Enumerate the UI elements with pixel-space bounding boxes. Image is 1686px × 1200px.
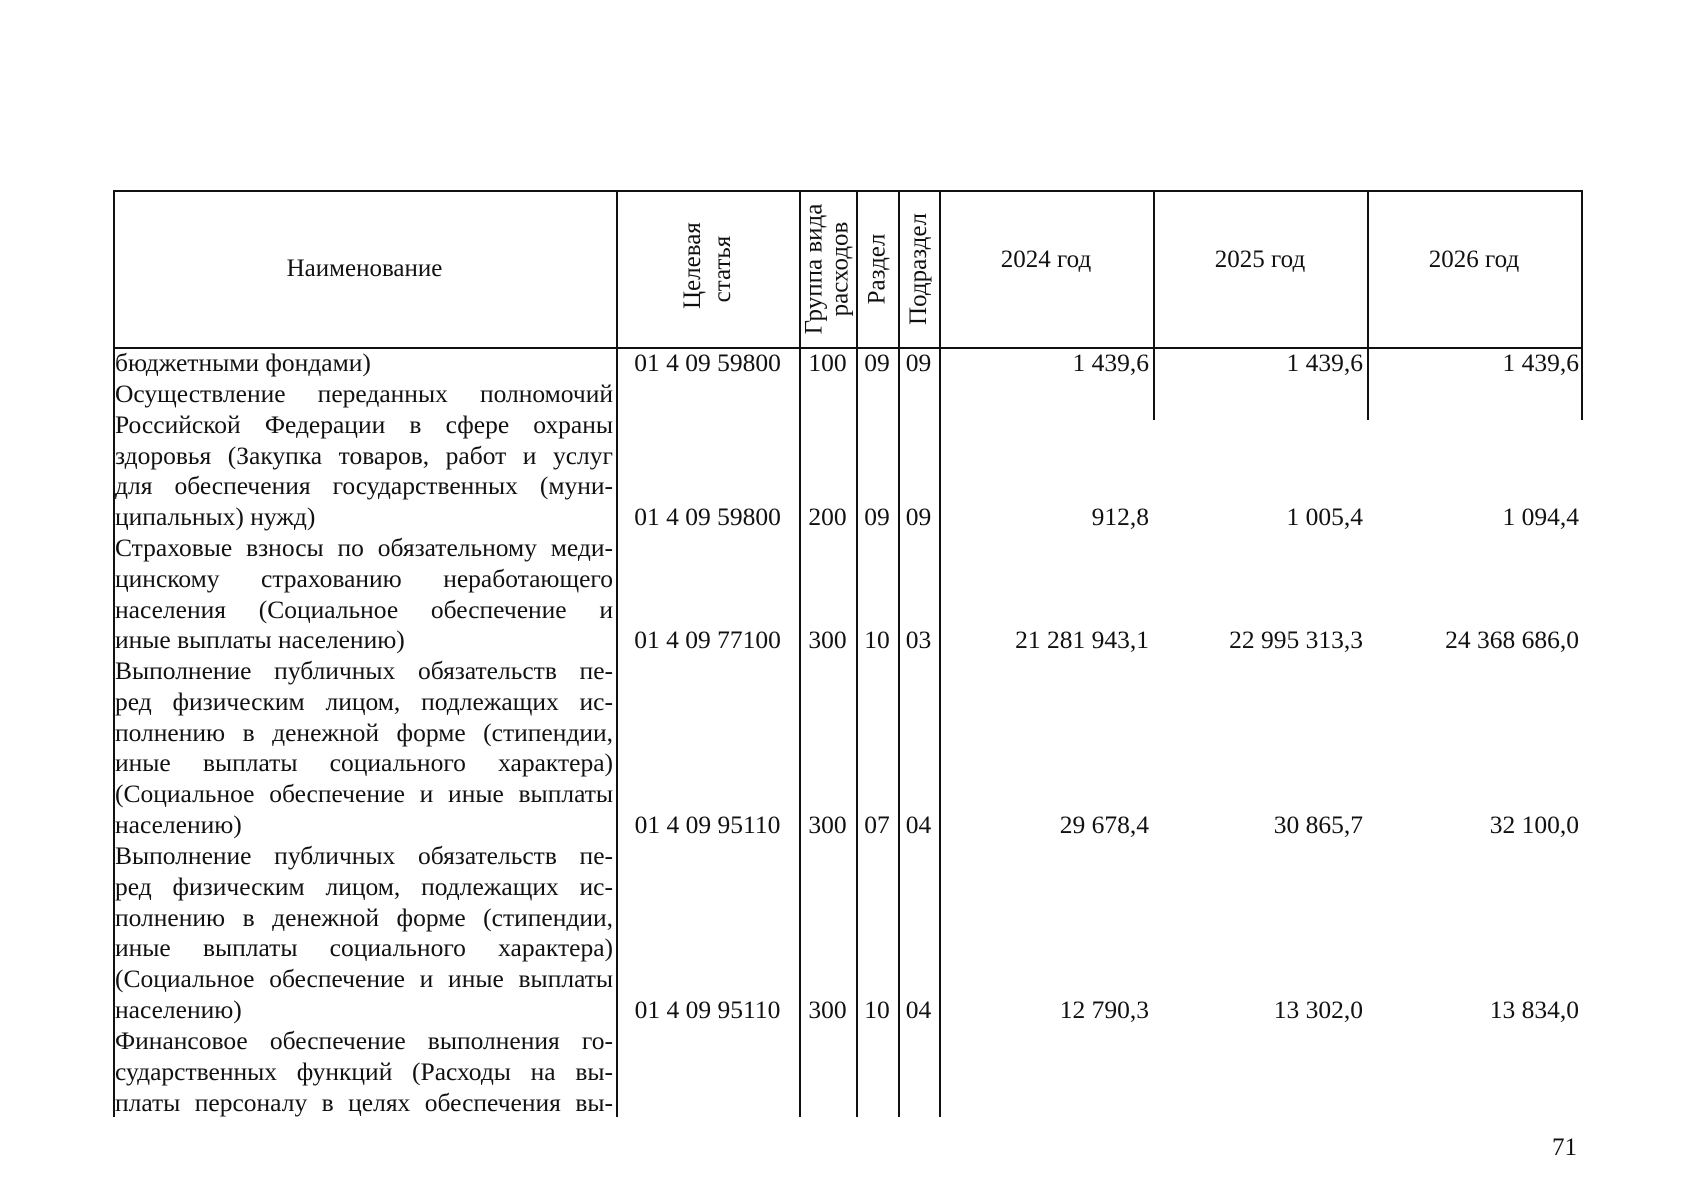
row-6-name-line-1: Финансовое обеспечение выполнения го- [115, 1026, 613, 1055]
row-2-name-line-1: Осуществление переданных полномочий [115, 379, 613, 408]
row-1-v2025: 1 439,6 [1286, 348, 1363, 377]
row-4-group: 300 [808, 810, 847, 839]
row-1-name-line-1: бюджетными фондами) [115, 348, 371, 377]
row-3-v2025: 22 995 313,3 [1229, 625, 1363, 654]
row-1-group: 100 [808, 348, 847, 377]
row-2-v2024: 912,8 [1091, 502, 1149, 531]
row-6-name [115, 1026, 613, 1117]
budget-table [113, 190, 1583, 1117]
row-2-group: 200 [808, 502, 847, 531]
row-3-article: 01 4 09 77100 [634, 625, 781, 654]
row-5-name-line-5: (Социальное обеспечение и иные выплаты [115, 964, 613, 994]
row-5-subsection: 04 [905, 995, 932, 1024]
row-6-name-line-3: платы персоналу в целях обеспечения вы- [115, 1087, 613, 1117]
row-3-subsection: 03 [905, 625, 932, 654]
header-target-article-label: Целевая статья [678, 222, 736, 309]
row-3-section: 10 [864, 625, 890, 654]
row-2-name-line-2: Российской Федерации в сфере охраны [115, 409, 613, 439]
row-4-section: 07 [864, 810, 890, 839]
row-5-v2025: 13 302,0 [1273, 995, 1363, 1024]
row-5-name-line-6: населению) [115, 994, 242, 1024]
row-2-subsection: 09 [905, 502, 932, 531]
row-4-v2024: 29 678,4 [1059, 810, 1149, 839]
header-year-2025-text: 2025 год [1214, 246, 1306, 273]
row-4-name [115, 656, 613, 841]
header-target-article [616, 190, 799, 348]
row-5-v2024: 12 790,3 [1059, 995, 1149, 1024]
header-section-text: Раздел [863, 233, 890, 305]
row-2-name-line-4: для обеспечения государственных (муни- [115, 471, 613, 501]
row-2-name-line-3: здоровья (Закупка товаров, работ и услуг [115, 440, 613, 470]
header-year-2026 [1367, 190, 1581, 330]
row-1-v2026: 1 439,6 [1502, 348, 1579, 377]
row-5-name [115, 841, 613, 1026]
header-year-2024-text: 2024 год [1000, 246, 1092, 273]
row-3-v2024: 21 281 943,1 [1015, 625, 1149, 654]
row-5-section: 10 [864, 995, 890, 1024]
header-expense-group-line1: Группа вида [800, 203, 828, 335]
row-4-v2026: 32 100,0 [1489, 810, 1579, 839]
row-2-v2026: 1 094,4 [1502, 502, 1579, 531]
row-2-section: 09 [864, 502, 890, 531]
header-expense-group [799, 190, 856, 348]
row-4-subsection: 04 [905, 810, 932, 839]
header-target-article-text [678, 199, 738, 339]
row-3-group: 300 [808, 625, 847, 654]
row-4-name-line-6: населению) [115, 809, 242, 839]
row-1-v2024: 1 439,6 [1072, 348, 1149, 377]
row-3-name [115, 533, 613, 656]
row-5-v2026: 13 834,0 [1489, 995, 1579, 1024]
row-2-name [115, 379, 613, 533]
row-5-article: 01 4 09 95110 [634, 995, 781, 1024]
header-name-text: Наименование [286, 255, 443, 282]
row-1-article: 01 4 09 59800 [634, 348, 781, 377]
row-4-article: 01 4 09 95110 [634, 810, 781, 839]
table-right-border [1581, 190, 1583, 420]
row-5-group: 300 [808, 995, 847, 1024]
row-4-name-line-3: полнению в денежной форме (стипендии, [115, 717, 613, 747]
row-1-section: 09 [864, 348, 890, 377]
row-3-name-line-3: населения (Социальное обеспечение и [115, 594, 613, 624]
header-subsection [898, 190, 939, 348]
row-2-name-line-5: ципальных) нужд) [115, 502, 316, 532]
row-5-name-line-2: ред физическим лицом, подлежащих ис- [115, 871, 613, 901]
row-4-name-line-4: иные выплаты социального характера) [115, 748, 613, 778]
row-3-name-line-4: иные выплаты населению) [115, 625, 405, 655]
page-number: 71 [1552, 1134, 1577, 1161]
row-2-v2025: 1 005,4 [1286, 502, 1363, 531]
header-expense-group-text [802, 204, 854, 335]
row-3-name-line-1: Страховые взносы по обязательному меди- [115, 533, 613, 562]
header-name [113, 190, 616, 348]
row-2-article: 01 4 09 59800 [634, 502, 781, 531]
row-5-name-line-4: иные выплаты социального характера) [115, 933, 613, 963]
row-1-subsection: 09 [905, 348, 932, 377]
row-6-name-line-2: сударственных функций (Расходы на вы- [115, 1056, 613, 1086]
row-4-name-line-1: Выполнение публичных обязательств пе- [115, 656, 613, 685]
row-5-name-line-3: полнению в денежной форме (стипендии, [115, 902, 613, 932]
row-4-name-line-5: (Социальное обеспечение и иные выплаты [115, 779, 613, 809]
header-section [856, 190, 898, 348]
header-expense-group-line2: расходов [826, 221, 854, 317]
header-year-2026-text: 2026 год [1428, 246, 1520, 273]
row-5-name-line-1: Выполнение публичных обязательств пе- [115, 841, 613, 870]
header-year-2025 [1153, 190, 1367, 330]
row-4-v2025: 30 865,7 [1273, 810, 1363, 839]
header-subsection-text: Подраздел [904, 213, 932, 325]
row-4-name-line-2: ред физическим лицом, подлежащих ис- [115, 686, 613, 716]
row-3-name-line-2: цинскому страхованию неработающего [115, 563, 613, 593]
header-year-2024 [939, 190, 1153, 330]
row-3-v2026: 24 368 686,0 [1445, 625, 1579, 654]
row-1-name [115, 348, 613, 379]
